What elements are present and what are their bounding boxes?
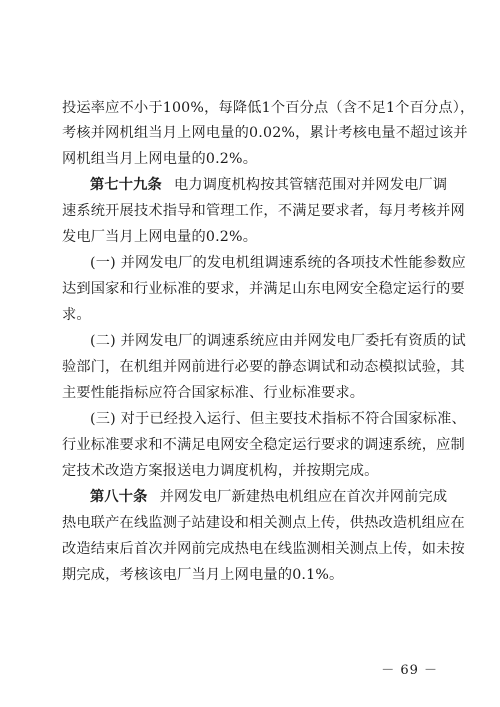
text-line: 期完成，考核该电厂当月上网电量的0.1%。 xyxy=(62,567,344,583)
text-line: 速系统开展技术指导和管理工作，不满足要求者，每月考核并网 xyxy=(62,203,465,219)
text-line: 投运率应不小于100%，每降低1个百分点（含不足1个百分点）， xyxy=(62,100,475,116)
item-1-first-line: (一) 并网发电厂的发电机组调速系统的各项技术性能参数应 xyxy=(90,255,466,271)
text-line: 主要性能指标应符合国家标准、行业标准要求。 xyxy=(62,385,365,401)
text-line: 验部门，在机组并网前进行必要的静态调试和动态模拟试验，其 xyxy=(62,359,465,375)
text-line: 网机组当月上网电量的0.2%。 xyxy=(62,151,258,167)
article-79-first-line xyxy=(90,175,448,195)
article-80-heading: 第八十条 xyxy=(90,489,148,505)
text-line: 发电厂当月上网电量的0.2%。 xyxy=(62,229,258,245)
page-number: － 69 － xyxy=(381,663,438,678)
article-80-first-line xyxy=(90,487,448,507)
text-fragment: 电力调度机构按其管辖范围对并网发电厂调 xyxy=(173,177,448,193)
text-line: 改造结束后首次并网前完成热电在线监测相关测点上传，如未按 xyxy=(62,541,465,557)
article-79-heading: 第七十九条 xyxy=(90,177,162,193)
item-2-first-line: (二) 并网发电厂的调速系统应由并网发电厂委托有资质的试 xyxy=(90,333,466,349)
text-line: 热电联产在线监测子站建设和相关测点上传，供热改造机组应在 xyxy=(62,515,465,531)
text-fragment: 并网发电厂新建热电机组应在首次并网前完成 xyxy=(159,489,448,505)
text-line: 考核并网机组当月上网电量的0.02%，累计考核电量不超过该并 xyxy=(62,125,468,141)
item-3-first-line: (三) 对于已经投入运行、但主要技术指标不符合国家标准、 xyxy=(90,411,466,427)
text-line: 求。 xyxy=(62,307,91,323)
text-line: 行业标准要求和不满足电网安全稳定运行要求的调速系统，应制 xyxy=(62,437,465,453)
text-line: 定技术改造方案报送电力调度机构，并按期完成。 xyxy=(62,463,379,479)
text-line: 达到国家和行业标准的要求，并满足山东电网安全稳定运行的要 xyxy=(62,281,465,297)
